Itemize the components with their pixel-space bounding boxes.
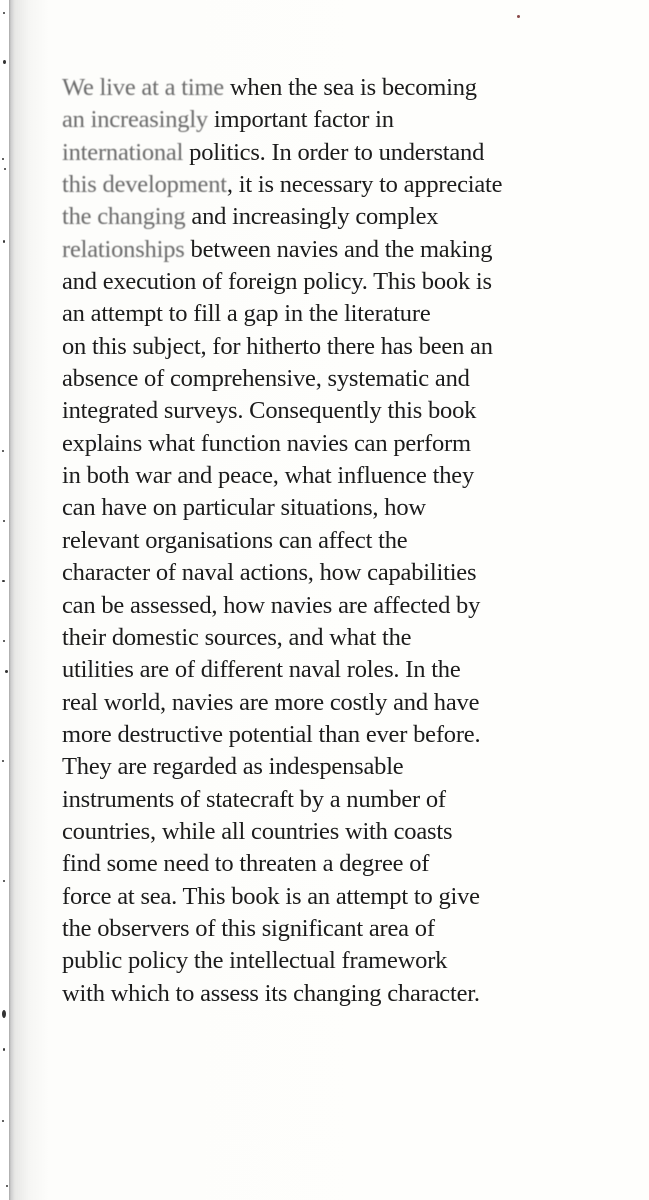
blurb-line: an increasingly important factor in bbox=[62, 106, 394, 134]
ink-spot bbox=[517, 15, 520, 18]
scan-left-margin bbox=[0, 0, 9, 1200]
blurb-line: relevant organisations can affect the bbox=[62, 526, 408, 554]
blurb-line: their domestic sources, and what the bbox=[62, 623, 412, 651]
scan-speck bbox=[3, 60, 6, 64]
blurb-line: more destructive potential than ever before. bbox=[62, 720, 481, 748]
blurb-line: can have on particular situations, how bbox=[62, 494, 426, 522]
blurb-line: We live at a time when the sea is becoming bbox=[62, 74, 477, 101]
blurb-line: this development, it is necessary to appreciate bbox=[62, 171, 503, 199]
blurb-line: relationships between navies and the making bbox=[62, 235, 493, 263]
scan-speck bbox=[4, 168, 6, 170]
blurb-line: and execution of foreign policy. This book is bbox=[62, 268, 492, 296]
blurb-line: in both war and peace, what influence they bbox=[62, 462, 475, 490]
blurb-line: instruments of statecraft by a number of bbox=[62, 785, 446, 813]
scan-speck bbox=[2, 1010, 6, 1018]
blurb-line: explains what function navies can perform bbox=[62, 429, 471, 457]
blurb-line: the observers of this significant area of bbox=[62, 914, 435, 942]
scan-speck bbox=[3, 880, 5, 882]
blurb-line: with which to assess its changing character. bbox=[62, 979, 480, 1007]
blurb-line: the changing and increasingly complex bbox=[62, 203, 439, 231]
scan-speck bbox=[2, 450, 4, 452]
scan-speck bbox=[5, 670, 8, 673]
scan-speck bbox=[3, 520, 5, 522]
blurb-line: integrated surveys. Consequently this book bbox=[62, 397, 477, 425]
blurb-line: They are regarded as indespensable bbox=[62, 753, 404, 781]
scan-speck bbox=[3, 12, 5, 14]
scan-speck bbox=[2, 580, 5, 582]
blurb-paragraph bbox=[62, 72, 622, 1010]
scan-speck bbox=[6, 1185, 8, 1187]
scan-speck bbox=[3, 640, 5, 642]
blurb-line: real world, navies are more costly and have bbox=[62, 688, 480, 716]
scan-speck bbox=[3, 1048, 5, 1051]
blurb-line: an attempt to fill a gap in the literature bbox=[62, 300, 431, 328]
scan-speck bbox=[3, 240, 5, 243]
blurb-line: find some need to threaten a degree of bbox=[62, 850, 430, 878]
blurb-line: character of naval actions, how capabilities bbox=[62, 559, 477, 587]
scan-speck bbox=[2, 158, 4, 160]
blurb-line: countries, while all countries with coasts bbox=[62, 817, 453, 845]
blurb-line: utilities are of different naval roles. In the bbox=[62, 656, 461, 684]
blurb-line: international politics. In order to understand bbox=[62, 138, 485, 166]
scan-speck bbox=[2, 760, 4, 762]
scan-speck bbox=[2, 1120, 4, 1122]
blurb-line: on this subject, for hitherto there has been an bbox=[62, 332, 493, 360]
blurb-line: can be assessed, how navies are affected by bbox=[62, 591, 481, 619]
blurb-line: force at sea. This book is an attempt to give bbox=[62, 882, 480, 910]
blurb-line: public policy the intellectual framework bbox=[62, 947, 448, 975]
blurb-line: absence of comprehensive, systematic and bbox=[62, 365, 470, 393]
